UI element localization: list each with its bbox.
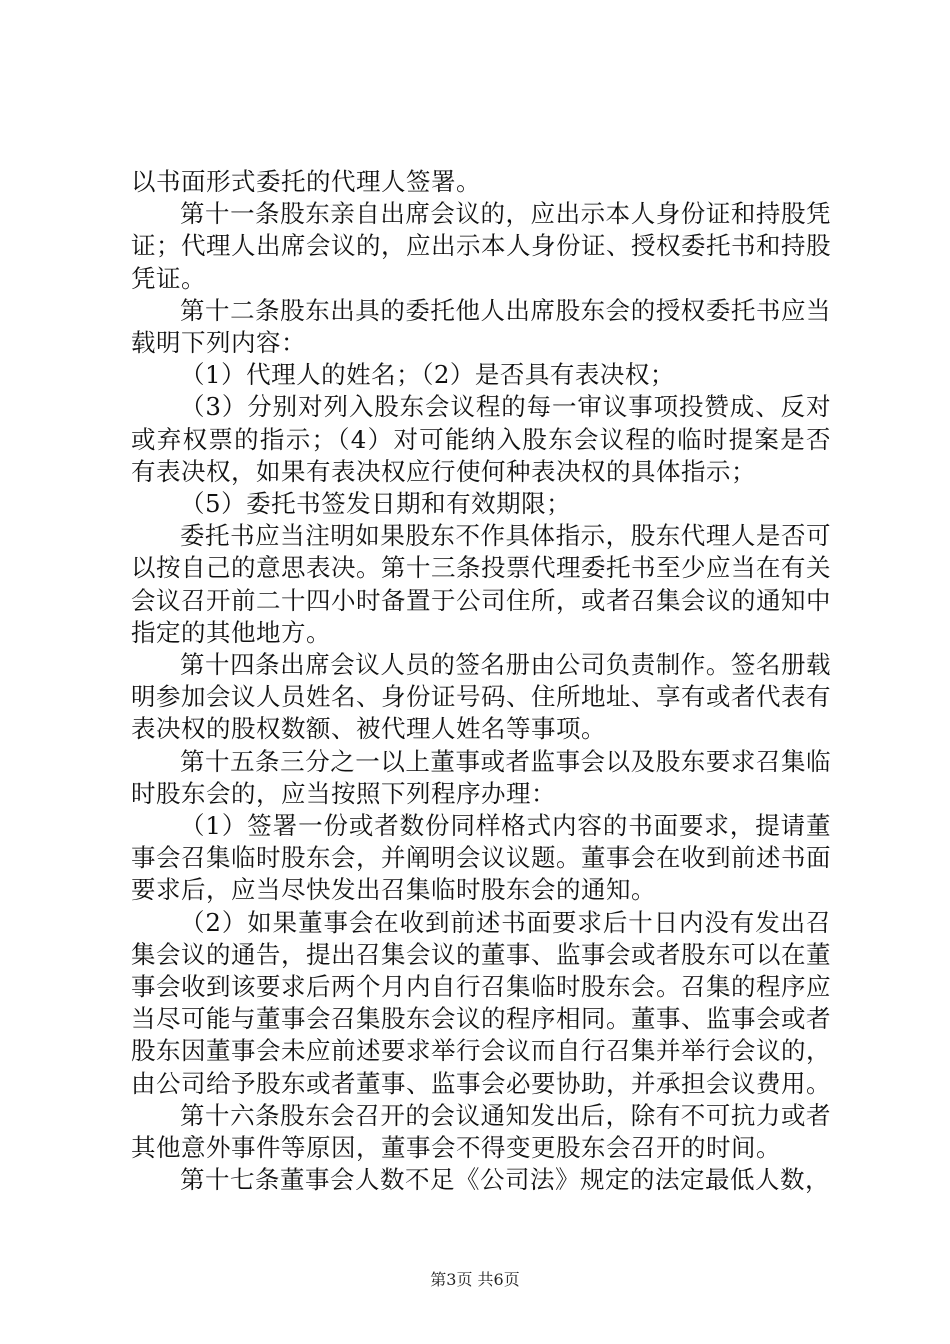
paragraph-article-12: 第十二条股东出具的委托他人出席股东会的授权委托书应当载明下列内容：	[131, 295, 831, 358]
document-body	[131, 166, 831, 1197]
paragraph-article-11: 第十一条股东亲自出席会议的，应出示本人身份证和持股凭证；代理人出席会议的，应出示本人身份证、授权委托书和持股凭证。	[131, 199, 831, 293]
paragraph-item-1-2: （1）代理人的姓名；（2）是否具有表决权；	[180, 360, 675, 390]
paragraph-article-16: 第十六条股东会召开的会议通知发出后，除有不可抗力或者其他意外事件等原因，董事会不得变更股东会召开的时间。	[131, 1100, 831, 1163]
paragraph-continuation: 以书面形式委托的代理人签署。	[131, 167, 481, 196]
paragraph-article-13: 委托书应当注明如果股东不作具体指示，股东代理人是否可以按自己的意思表决。第十三条投票代理委托书至少应当在有关会议召开前二十四小时备置于公司住所，或者召集会议的通知中指定的其他地方。	[131, 521, 831, 647]
paragraph-article-14: 第十四条出席会议人员的签名册由公司负责制作。签名册载明参加会议人员姓名、身份证号码、住所地址、享有或者代表有表决权的股权数额、被代理人姓名等事项。	[131, 650, 831, 744]
page-number: 第3页 共6页	[430, 1270, 520, 1289]
paragraph-article-17: 第十七条董事会人数不足《公司法》规定的法定最低人数，	[180, 1165, 830, 1195]
paragraph-article-15: 第十五条三分之一以上董事或者监事会以及股东要求召集临时股东会的，应当按照下列程序办理：	[131, 746, 831, 808]
paragraph-item-3-4: （3）分别对列入股东会议程的每一审议事项投赞成、反对或弃权票的指示；（4）对可能纳入股东会议程的临时提案是否有表决权，如果有表决权应行使何种表决权的具体指示；	[131, 392, 831, 486]
paragraph-item-5: （5）委托书签发日期和有效期限；	[180, 489, 572, 519]
paragraph-procedure-1: （1）签署一份或者数份同样格式内容的书面要求，提请董事会召集临时股东会，并阐明会议议题。董事会在收到前述书面要求后，应当尽快发出召集临时股东会的通知。	[131, 811, 831, 905]
paragraph-procedure-2: （2）如果董事会在收到前述书面要求后十日内没有发出召集会议的通告，提出召集会议的董事、监事会或者股东可以在董事会收到该要求后两个月内自行召集临时股东会。召集的程序应当尽可能与董事会召集股东会议的程序相同。董事、监事会或者股东因董事会未应前述要求举行会议而自行召集并举行会议的，由公司给予股东或者董事、监事会必要协助，并承担会议费用。	[131, 907, 831, 1098]
